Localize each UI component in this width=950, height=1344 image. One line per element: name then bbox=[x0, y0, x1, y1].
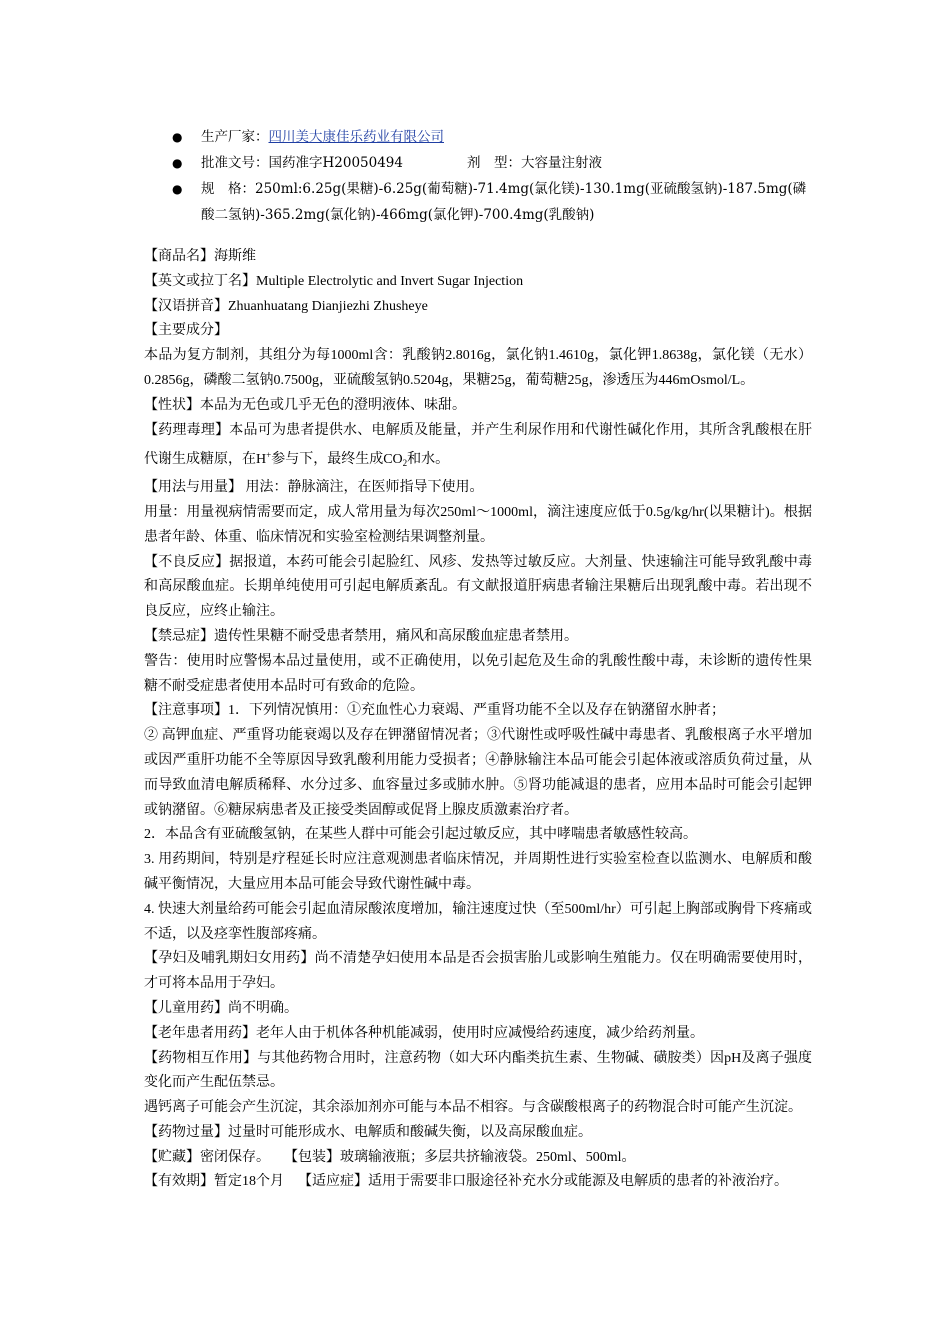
pregnancy-text: 【孕妇及哺乳期妇女用药】尚不清楚孕妇使用本品是否会损害胎儿或影响生殖能力。仅在明确需要使用时，才可将本品用于孕妇。 bbox=[144, 951, 812, 992]
bullet-icon: ● bbox=[172, 156, 183, 170]
spec-label: 规 格： bbox=[201, 181, 255, 197]
approval-label: 批准文号： bbox=[201, 155, 269, 171]
manufacturer-link[interactable]: 四川美大康佳乐药业有限公司 bbox=[268, 129, 444, 145]
storage-package-line bbox=[144, 1146, 812, 1171]
interactions-text: 【药物相互作用】与其他药物合用时，注意药物（如大环内酯类抗生素、生物碱、磺胺类）因pH及离子强度变化而产生配伍禁忌。 bbox=[144, 1050, 812, 1091]
bullet-icon: ● bbox=[172, 182, 183, 196]
elderly-text: 【老年患者用药】老年人由于机体各种机能减弱，使用时应减慢给药速度，减少给药剂量。 bbox=[144, 1025, 704, 1041]
appearance-text: 【性状】本品为无色或几乎无色的澄明液体、味甜。 bbox=[144, 397, 466, 413]
form-label: 剂 型： bbox=[467, 155, 521, 171]
approval-number: 国药准字H20050494 bbox=[268, 155, 403, 171]
spec-line-2: 酸二氢钠)-365.2mg(氯化钠)-466mg(氯化钾)-700.4mg(乳酸钠) bbox=[201, 207, 595, 223]
package-text: 【包装】玻璃输液瓶；多层共挤输液袋。250ml、500ml。 bbox=[284, 1149, 636, 1165]
warning-text: 警告：使用时应警惕本品过量使用，或不正确使用，以免引起危及生命的乳酸性酸中毒，未诊断的遗传性果糖不耐受症患者使用本品时可有致命的危险。 bbox=[144, 653, 812, 694]
indication-text: 【适应症】适用于需要非口服途径补充水分或能源及电解质的患者的补液治疗。 bbox=[298, 1174, 788, 1190]
storage-text: 【贮藏】密闭保存。 bbox=[144, 1149, 270, 1165]
precautions-4: 4. 快速大剂量给药可能会引起血清尿酸浓度增加，输注速度过快（至500ml/hr）可引起上胸部或胸骨下疼痛或不适，以及痉挛性腹部疼痛。 bbox=[144, 901, 812, 942]
precautions-2: 2．本品含有亚硫酸氢钠，在某些人群中可能会引起过敏反应，其中哮喘患者敏感性较高。 bbox=[144, 827, 697, 843]
english-name: 【英文或拉丁名】Multiple Electrolytic and Invert Sugar Injection bbox=[144, 273, 524, 289]
precautions-1: 【注意事项】1．下列情况慎用：①充血性心力衰竭、严重肾功能不全以及存在钠潴留水肿者； bbox=[144, 703, 725, 719]
validity-indication-line bbox=[144, 1170, 812, 1195]
usage-text: 【用法与用量】 用法：静脉滴注，在医师指导下使用。 bbox=[144, 480, 484, 496]
form-value: 大容量注射液 bbox=[521, 155, 602, 171]
adverse-reactions-text: 【不良反应】据报道，本药可能会引起脸红、风疹、发热等过敏反应。大剂量、快速输注可能导致乳酸中毒和高尿酸血症。长期单纯使用可引起电解质紊乱。有文献报道肝病患者输注果糖后出现乳酸中毒。若出现不良反应，应终止输注。 bbox=[144, 554, 812, 620]
pharmacology-text: 【药理毒理】本品可为患者提供水、电解质及能量，并产生利尿作用和代谢性碱化作用，其所含乳酸根在肝代谢生成糖原，在H+参与下，最终生成$CO_2$和水。 bbox=[144, 422, 812, 469]
ingredients-text: 本品为复方制剂，其组分为每1000ml含：乳酸钠2.8016g，氯化钠1.4610g，氯化钾1.8638g，氯化镁（无水）0.2856g，磷酸二氢钠0.7500g，亚硫酸氢钠0.5204g，果糖25g，葡萄糖25g，渗透压为446mOsmol/L。 bbox=[144, 348, 812, 388]
list-item-approval bbox=[172, 150, 812, 176]
list-item-spec bbox=[172, 176, 812, 228]
precautions-1b: ② 高钾血症、严重肾功能衰竭以及存在钾潴留情况者；③代谢性或呼吸性碱中毒患者、乳酸根离子水平增加或因严重肝功能不全等原因导致乳酸利用能力受损者；④静脉输注本品可能会引起体液或溶质负荷过量，从而导致血清电解质稀释、水分过多、血容量过多或肺水肿。⑤肾功能减退的患者，应用本品时可能会引起钾或钠潴留。⑥糖尿病患者及正接受类固醇或促肾上腺皮质激素治疗者。 bbox=[144, 728, 812, 818]
trade-name: 【商品名】海斯维 bbox=[144, 249, 256, 264]
dosage-text: 用量：用量视病情需要而定，成人常用量为每次250ml～1000ml，滴注速度应低于0.5g/kg/hr(以果糖计)。根据患者年龄、体重、临床情况和实验室检测结果调整剂量。 bbox=[144, 504, 812, 545]
product-info-list bbox=[172, 124, 812, 228]
list-item-manufacturer bbox=[172, 124, 812, 150]
validity-text: 【有效期】暂定18个月 bbox=[144, 1174, 284, 1190]
spec-line-1: 250ml:6.25g(果糖)-6.25g(葡萄糖)-71.4mg(氯化镁)-130.1mg(亚硫酸氢钠)-187.5mg(磷 bbox=[255, 181, 807, 197]
manufacturer-label: 生产厂家： bbox=[201, 129, 269, 145]
ingredients-heading: 【主要成分】 bbox=[144, 323, 228, 339]
document-body bbox=[144, 245, 812, 1195]
pinyin-name: 【汉语拼音】Zhuanhuatang Dianjiezhi Zhusheye bbox=[144, 298, 428, 314]
overdose-text: 【药物过量】过量时可能形成水、电解质和酸碱失衡，以及高尿酸血症。 bbox=[144, 1124, 592, 1140]
precautions-3: 3. 用药期间，特别是疗程延长时应注意观测患者临床情况，并周期性进行实验室检查以监测水、电解质和酸碱平衡情况，大量应用本品可能会导致代谢性碱中毒。 bbox=[144, 852, 812, 892]
children-text: 【儿童用药】尚不明确。 bbox=[144, 1000, 298, 1016]
contraindications-text: 【禁忌症】遗传性果糖不耐受患者禁用，痛风和高尿酸血症患者禁用。 bbox=[144, 628, 578, 644]
bullet-icon: ● bbox=[172, 130, 183, 144]
interactions-text-2: 遇钙离子可能会产生沉淀，其余添加剂亦可能与本品不相容。与含碳酸根离子的药物混合时可能产生沉淀。 bbox=[144, 1100, 802, 1116]
